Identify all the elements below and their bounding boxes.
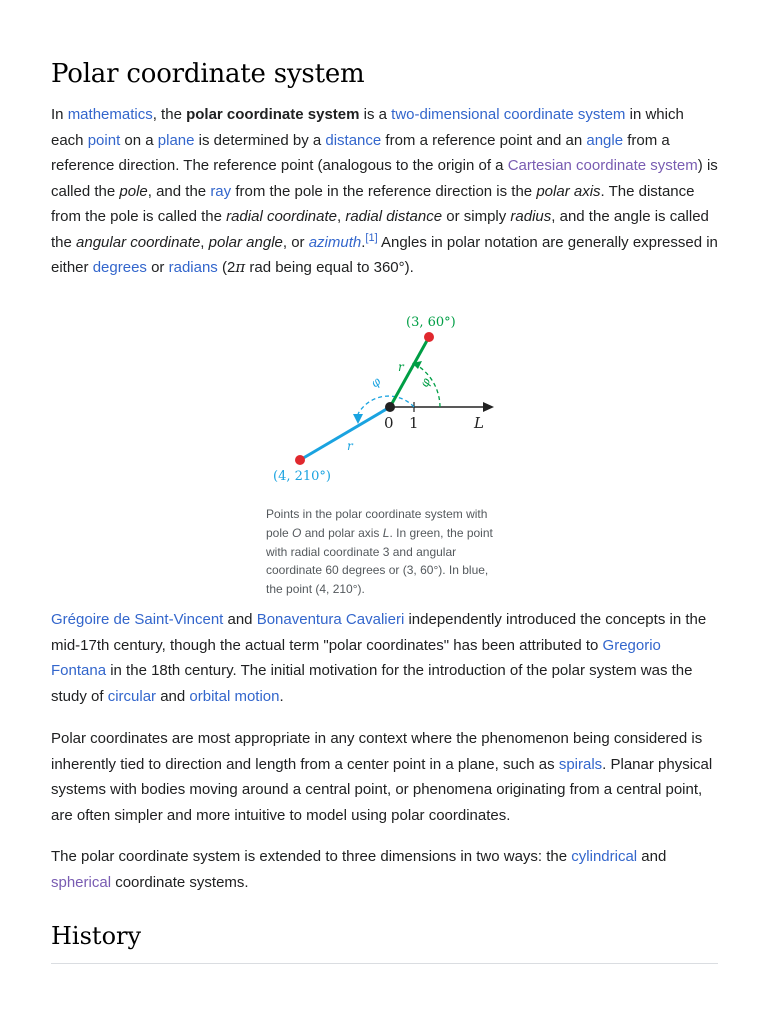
term-radial-distance: radial distance	[345, 208, 443, 225]
text: . Planar physical systems with bodies moving around a central point, or phenomena originating from a central point, are often simpler and more intuitive to model using polar coordinates.	[51, 755, 713, 824]
phi-label-green: φ	[417, 375, 434, 390]
text: .	[279, 687, 284, 705]
text: In	[51, 106, 68, 123]
text: Angles in polar notation are generally expressed in either	[51, 233, 718, 276]
polar-axis-arrowhead	[483, 402, 494, 412]
link-radians[interactable]: radians	[168, 259, 218, 276]
text: , and the	[147, 182, 211, 200]
link-circular[interactable]: circular	[107, 687, 157, 705]
text: and	[223, 611, 257, 628]
text: (2	[217, 259, 236, 276]
link-distance[interactable]: distance	[325, 131, 382, 149]
link-plane[interactable]: plane	[157, 131, 195, 149]
link-mathematics[interactable]: mathematics	[67, 106, 153, 123]
green-point-marker	[424, 332, 434, 342]
text: , the	[152, 106, 187, 123]
reference-link-1[interactable]: [1]	[365, 231, 378, 244]
blue-point-label: (4, 210°)	[273, 469, 331, 484]
link-cartesian-coordinate-system[interactable]: Cartesian coordinate system	[507, 157, 698, 174]
green-point-label: (3, 60°)	[406, 315, 456, 330]
text: , or	[282, 233, 309, 251]
link-point[interactable]: point	[87, 131, 121, 149]
text: is determined by a	[194, 131, 326, 149]
text: in which each	[51, 106, 684, 149]
context-paragraph	[51, 726, 719, 828]
link-cylindrical[interactable]: cylindrical	[571, 848, 638, 865]
link-spherical[interactable]: spherical	[51, 873, 112, 891]
history-heading: History	[51, 922, 142, 950]
link-ray[interactable]: ray	[210, 182, 232, 200]
link-azimuth[interactable]: azimuth	[308, 233, 362, 251]
text: from the pole in the reference direction is the	[231, 182, 537, 200]
r-label-blue: r	[347, 439, 353, 453]
phi-label-blue: φ	[367, 374, 384, 391]
text: . In green, the point with radial coordinate 3 and angular coordinate 60 degrees or (3, 60°). In blue, the point (4, 210°).	[266, 525, 493, 597]
axis-label-L: L	[474, 414, 484, 432]
ray-green	[390, 337, 429, 407]
tick-0-label: 0	[384, 414, 394, 432]
text: Polar coordinates are most appropriate in any context where the phenomenon being considered is inherently tied to direction and length from a center point in a plane, such as	[51, 730, 703, 773]
blue-point-marker	[295, 455, 305, 465]
link-two-dimensional-coordinate-system[interactable]: two-dimensional coordinate system	[391, 106, 626, 123]
caption-pole-symbol: O	[292, 525, 302, 540]
ray-blue	[300, 407, 390, 460]
intro-paragraph	[51, 102, 719, 281]
link-gregoire-de-saint-vincent[interactable]: Grégoire de Saint-Vincent	[51, 611, 224, 628]
term-polar-coordinate-system: polar coordinate system	[186, 106, 360, 123]
link-gregorio-fontana[interactable]: Gregorio Fontana	[51, 636, 661, 679]
text: rad being equal to 360°).	[245, 259, 414, 276]
text: The polar coordinate system is extended to three dimensions in two ways: the	[51, 848, 572, 865]
link-orbital-motion[interactable]: orbital motion	[189, 687, 280, 705]
text: from a reference point and an	[381, 131, 587, 149]
text: from a reference direction. The reference point (analogous to the origin of a	[51, 131, 670, 174]
text: coordinate systems.	[111, 873, 249, 891]
link-degrees[interactable]: degrees	[92, 259, 147, 276]
figure-caption	[266, 505, 502, 599]
pole-point	[385, 402, 395, 412]
extension-paragraph	[51, 844, 719, 895]
text: . The distance from the pole is called the	[51, 182, 695, 225]
polar-diagram	[265, 305, 505, 495]
history-intro-paragraph	[51, 607, 719, 709]
text: .	[361, 233, 366, 251]
text: Points in the polar coordinate system with pole	[266, 507, 488, 540]
caption-axis-symbol: L	[382, 525, 390, 540]
term-polar-axis: polar axis	[536, 182, 601, 200]
polar-diagram-figure[interactable]	[265, 305, 505, 495]
text: in the 18th century. The initial motivation for the introduction of the polar system was the study of	[51, 662, 693, 705]
term-angular-coordinate: angular coordinate	[76, 233, 201, 251]
term-radial-coordinate: radial coordinate	[226, 208, 337, 225]
text: ) is called the	[51, 157, 718, 200]
text: , and the angle is called the	[51, 208, 709, 251]
link-spirals[interactable]: spirals	[558, 755, 603, 773]
text: on a	[120, 131, 158, 149]
term-pole: pole	[119, 182, 148, 200]
pi-symbol: π	[235, 258, 246, 276]
r-label-green: r	[398, 360, 404, 374]
text: independently introduced the concepts in the mid-17th century, though the actual term "polar coordinates" has been attributed to	[51, 611, 707, 654]
text: and	[156, 687, 190, 705]
term-polar-angle: polar angle	[208, 233, 283, 251]
text: ,	[337, 208, 346, 225]
text: or	[146, 259, 169, 276]
text: and polar axis	[301, 525, 383, 540]
link-angle[interactable]: angle	[586, 131, 624, 149]
text: and	[637, 848, 667, 865]
text: or simply	[442, 208, 511, 225]
section-divider	[51, 963, 718, 964]
page-title: Polar coordinate system	[51, 59, 365, 89]
text: ,	[200, 233, 209, 251]
tick-1-label: 1	[409, 414, 419, 432]
link-bonaventura-cavalieri[interactable]: Bonaventura Cavalieri	[256, 611, 405, 628]
term-radius: radius	[510, 208, 552, 225]
text: is a	[359, 106, 392, 123]
